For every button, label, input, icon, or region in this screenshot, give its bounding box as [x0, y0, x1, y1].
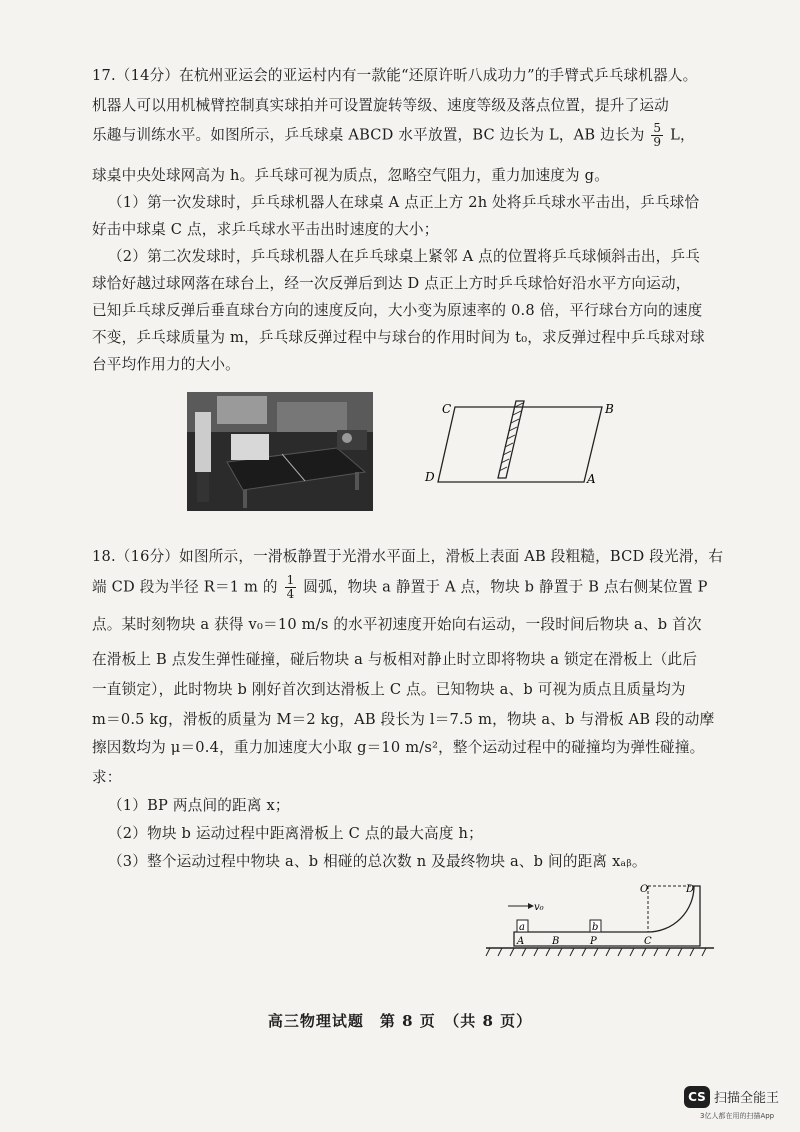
q17-part2-line-3: 已知乒乓球反弹后垂直球台方向的速度反向，大小变为原速率的 0.8 倍，平行球台方向的速度 [92, 302, 703, 319]
q18-line-7: 擦因数均为 μ＝0.4，重力加速度大小取 g＝10 m/s²，整个运动过程中的碰撞均为弹性碰撞。 [92, 739, 705, 756]
q18-line-6: m＝0.5 kg，滑板的质量为 M＝2 kg，AB 段长为 l＝7.5 m，物块 a、b 与滑板 AB 段的动摩 [92, 711, 715, 728]
label-C: C [644, 936, 652, 947]
q17-fraction-tail: L， [670, 126, 695, 144]
q17-part2-line-2: 球恰好越过球网落在球台上，经一次反弹后到达 D 点正上方时乒乓球恰好沿水平方向运动， [92, 275, 691, 292]
camscanner-tagline: 3亿人都在用的扫描App [700, 1112, 775, 1120]
camscanner-name: 扫描全能王 [714, 1091, 780, 1106]
q18-fraction-denominator: 4 [286, 587, 295, 601]
robot-photo [187, 392, 373, 511]
label-v0: v₀ [534, 902, 544, 913]
label-P: P [590, 936, 597, 947]
q17-part1-line-1: （1）第一次发球时，乒乓球机器人在球桌 A 点正上方 2h 处将乒乓球水平击出，乒乓球恰 [108, 194, 700, 211]
q17-part2-line-1: （2）第二次发球时，乒乓球机器人在乒乓球桌上紧邻 A 点的位置将乒乓球倾斜击出，乒乓 [108, 248, 701, 265]
q17-part2-line-4: 不变，乒乓球质量为 m，乒乓球反弹过程中与球台的作用时间为 t₀，求反弹过程中乒乓球对球 [92, 329, 705, 346]
q18-part3: （3）整个运动过程中物块 a、b 相碰的总次数 n 及最终物块 a、b 间的距离 xₐᵦ。 [108, 853, 647, 870]
label-A: A [517, 936, 525, 947]
q18-fraction [285, 574, 297, 601]
camscanner-logo-icon: CS [684, 1086, 710, 1108]
q18-line-2 [92, 574, 722, 606]
q18-line-2-text: 端 CD 段为半径 R＝1 m 的 [92, 578, 278, 596]
q18-line-1: 18.（16分）如图所示，一滑板静置于光滑水平面上，滑板上表面 AB 段粗糙，BCD 段光滑，右 [92, 548, 724, 565]
q18-fraction-numerator: 1 [286, 573, 295, 587]
q17-part2-line-5: 台平均作用力的大小。 [92, 356, 240, 373]
q18-line-3: 点。某时刻物块 a 获得 v₀＝10 m/s 的水平初速度开始向右运动，一段时间后物块 a、b 首次 [92, 616, 702, 633]
page-footer: 高三物理试题 第 8 页 （共 8 页） [267, 1012, 533, 1030]
label-C: C [442, 402, 452, 416]
q17-line-2: 机器人可以用机械臂控制真实球拍并可设置旋转等级、速度等级及落点位置，提升了运动 [92, 97, 669, 114]
label-block-a: a [519, 922, 525, 933]
q18-fraction-tail: 圆弧，物块 a 静置于 A 点，物块 b 静置于 B 点右侧某位置 P [303, 578, 708, 596]
label-D: D [425, 470, 435, 484]
q17-fraction [651, 122, 663, 149]
q18-part2: （2）物块 b 运动过程中距离滑板上 C 点的最大高度 h； [108, 825, 483, 842]
q17-part1-line-2: 好击中球桌 C 点，求乒乓球水平击出时速度的大小； [92, 221, 439, 238]
q18-line-4: 在滑板上 B 点发生弹性碰撞，碰后物块 a 与板相对静止时立即将物块 a 锁定在滑板上（此后 [92, 651, 698, 668]
label-O: O [640, 884, 649, 895]
q17-line-3-text: 乐趣与训练水平。如图所示，乒乓球桌 ABCD 水平放置，BC 边长为 L，AB 边长为 [92, 126, 645, 144]
q17-fraction-numerator: 5 [653, 121, 662, 135]
q17-line-3 [92, 122, 722, 152]
label-D: D [686, 884, 695, 895]
label-B: B [552, 936, 560, 947]
slider-diagram [484, 880, 720, 970]
q17-line-1: 17.（14分）在杭州亚运会的亚运村内有一款能“还原许昕八成功力”的手臂式乒乓球机器人。 [92, 67, 698, 84]
q17-fraction-denominator: 9 [653, 135, 662, 149]
label-block-b: b [592, 922, 599, 933]
table-diagram [420, 395, 614, 495]
label-B: B [605, 402, 614, 416]
q18-part1: （1）BP 两点间的距离 x； [108, 797, 290, 814]
label-A: A [587, 472, 596, 486]
q17-line-4: 球桌中央处球网高为 h。乒乓球可视为质点，忽略空气阻力，重力加速度为 g。 [92, 167, 610, 184]
q18-line-8: 求： [92, 769, 122, 786]
q18-line-5: 一直锁定），此时物块 b 刚好首次到达滑板上 C 点。已知物块 a、b 可视为质点且质量均为 [92, 681, 686, 698]
